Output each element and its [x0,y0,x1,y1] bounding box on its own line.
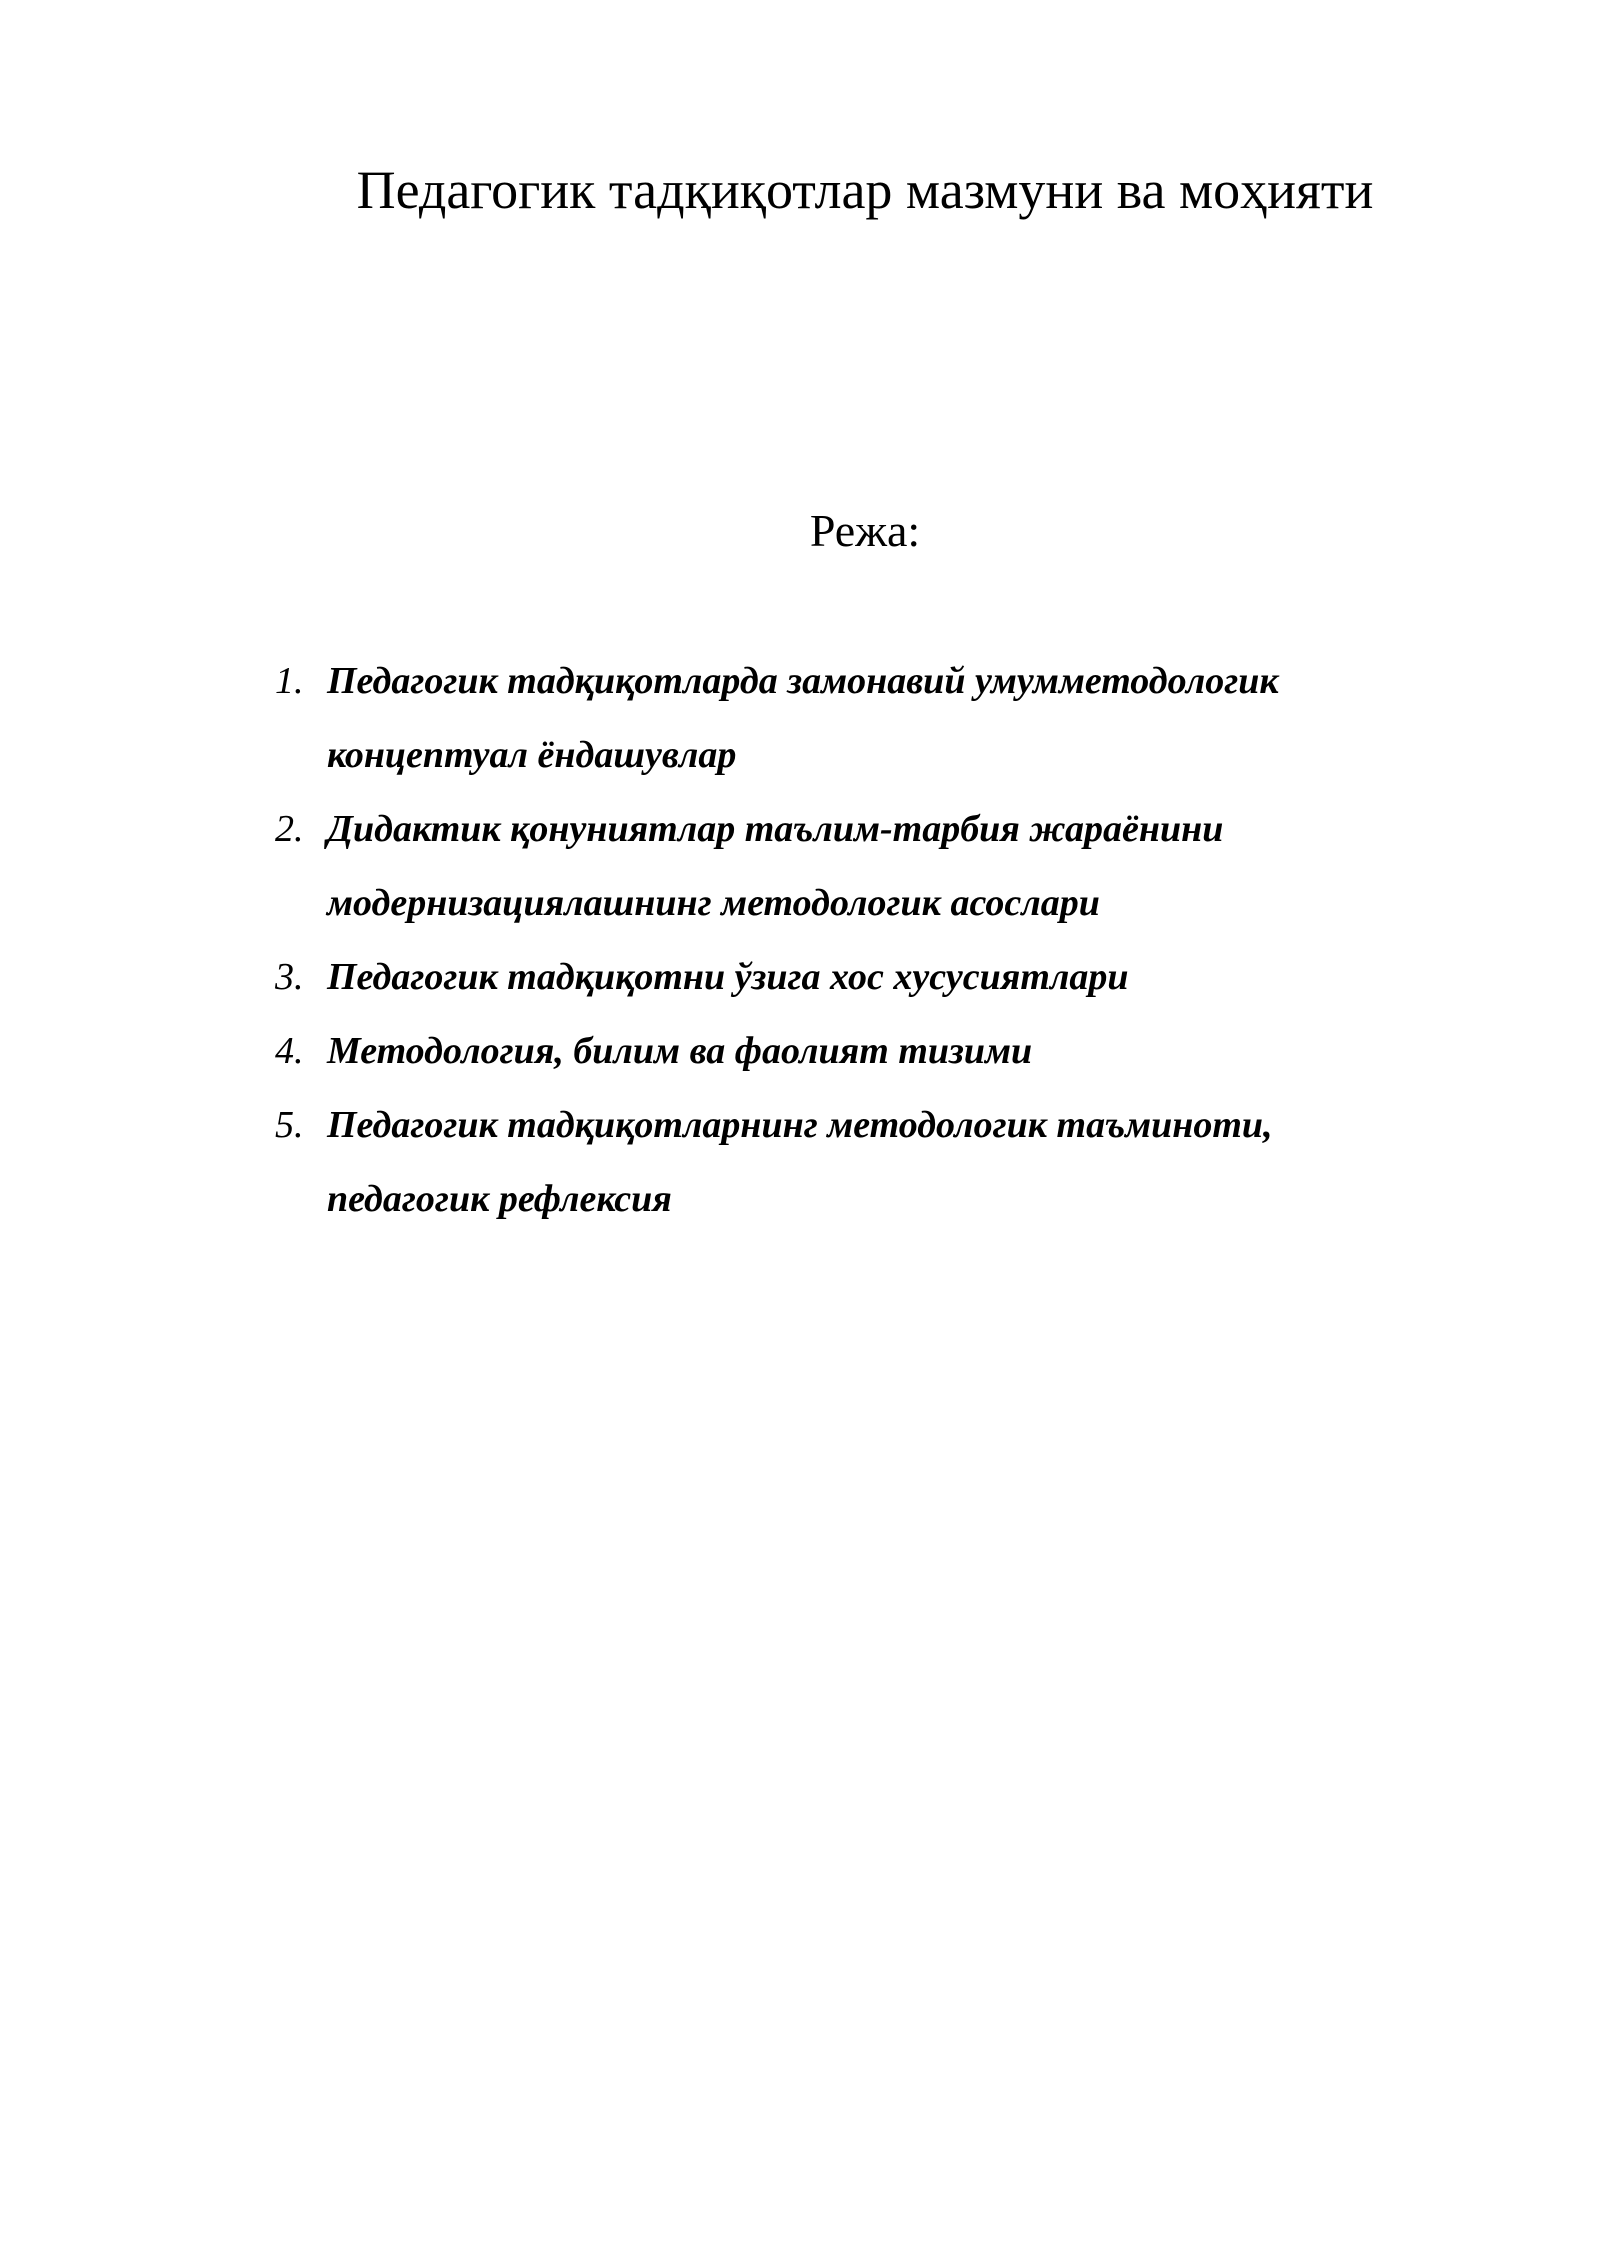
plan-item-4 [275,1014,1425,1088]
plan-item-text: Педагогик тадқиқотларда замонавий умумметодологик [327,660,1279,702]
plan-heading: Режа: [809,505,921,556]
plan-item-text: Педагогик тадқиқотларнинг методологик таъминоти, [327,1104,1273,1146]
plan-item-3 [275,940,1425,1014]
document-title: Педагогик тадқиқотлар мазмуни ва моҳияти [356,160,1374,220]
plan-item-1 [275,644,1425,792]
plan-item-number: 3. [275,956,304,998]
plan-list [275,644,1425,1236]
plan-item-text: Методология, билим ва фаолият тизими [327,1030,1033,1072]
plan-item-text: концептуал ёндашувлар [327,734,737,776]
plan-item-number: 2. [275,808,304,850]
plan-item-2 [275,792,1425,940]
plan-item-text: Дидактик қонуниятлар таълим-тарбия жараёнини [327,808,1224,850]
plan-item-number: 5. [275,1104,304,1146]
plan-item-number: 4. [275,1030,304,1072]
plan-item-number: 1. [275,660,304,702]
plan-item-text: педагогик рефлексия [327,1178,672,1220]
plan-item-5 [275,1088,1425,1236]
plan-item-text: модернизациялашнинг методологик асослари [327,882,1100,924]
plan-item-text: Педагогик тадқиқотни ўзига хос хусусиятлари [327,956,1129,998]
